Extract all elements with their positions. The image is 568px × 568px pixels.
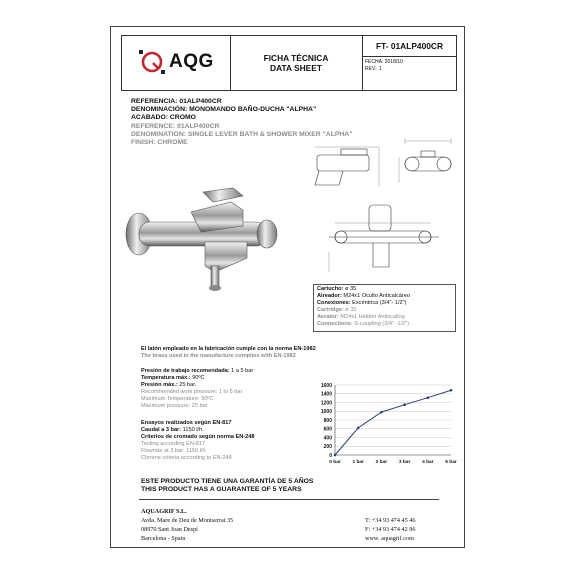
company-address: Avda. Mare de Deu de Montserrat 35 [141,517,234,524]
y-tick-label: 0 [329,452,332,459]
data-point [334,454,337,457]
brass-es: El latón empleado en la fabricación cumple con la norma EN-1982 [141,346,316,352]
spec-aireador: Aireador: M24x1 Oculto Anticalcáreo [317,292,410,299]
x-tick-label: 5 bar [445,460,457,465]
logo-mark-icon [138,49,166,75]
x-tick-label: 3 bar [398,460,411,465]
faucet-image [119,182,299,297]
denomination-en: DENOMINATION: SINGLE LEVER BATH & SHOWER MIXER "ALPHA" [131,130,353,138]
pressure-rec-es: Presión de trabajo recomendada: 1 a 5 bar [141,368,254,374]
data-point [357,427,360,430]
spec-conexiones: Conexiones: Excéntrica (3/4"- 1/2") [317,299,407,306]
footer-contact [365,516,415,543]
data-point [427,396,430,399]
flow-es: Caudal a 3 bar: 1150 l/h [141,426,203,433]
dimension-drawing [299,127,461,277]
reference-en: REFERENCE: 01ALP400CR [131,122,220,130]
series-line [335,390,451,455]
spec-cartridge: Cartridge: ø 35 [317,306,357,313]
chrome-es: Criterios de cromado según norma EN-248 [141,433,255,440]
pressure-rec-en: Recommended work pressure: 1 to 5 bar [141,388,243,395]
flow-chart [311,379,461,476]
reference-es: REFERENCIA: 01ALP400CR [131,98,222,105]
y-tick-label: 1600 [320,382,332,389]
x-tick-label: 2 bar [375,460,388,465]
guarantee-es: ESTE PRODUCTO TIENE UNA GARANTÍA DE 5 AÑOS [141,478,314,485]
y-tick-label: 200 [323,444,332,451]
footer-address [141,507,233,543]
pressure-max-en: Maximum pressure: 25 bar [141,402,208,409]
company-name: AQUAGRIF S.L. [141,508,187,515]
x-tick-label: 4 bar [422,460,434,465]
flow-en: Flowrate at 3 bar: 1150 l/h [141,447,206,454]
denomination-es: DENOMINACIÓN: MONOMANDO BAÑO-DUCHA "ALPHA" [131,106,317,114]
tests-info [141,420,254,461]
spec-aerator: Aerator: M24x1 Hidden Antiscaling [317,313,405,320]
temperature-en: Maximum Temperature: 90ºC [141,395,214,402]
chrome-en: Chrome criteria according to EN-248 [141,454,232,461]
tests-es: Ensayos realizados según EN-817 [141,420,232,426]
finish-en: FINISH: CHROME [131,139,188,147]
guarantee-en: THIS PRODUCT HAS A GUARANTEE OF 5 YEARS [141,486,302,494]
company-city: 08970 Sant Joan Despí [141,526,198,533]
data-point [403,403,406,406]
pressure-max-es: Presión máx.: 25 bar. [141,381,197,388]
tests-en: Testing according EN-817 [141,440,206,447]
y-tick-label: 600 [323,426,332,433]
footer-divider [139,499,439,500]
sheet-code: FT- 01ALP400CR [375,41,444,51]
spec-connections: Connections: S-coupling (3/4"- 1/2") [317,320,409,327]
y-tick-label: 400 [323,435,332,442]
company-fax: F: +34 93 474 42 96 [365,526,416,533]
temperature-es: Temperatura máx.: 90ºC [141,374,205,381]
guarantee [141,478,313,494]
brass-en: The brass used in the manufacture complies with EN-1982 [141,352,296,359]
data-sheet [110,26,465,548]
brand-name: AQG [169,51,214,72]
header-box [121,35,457,91]
product-photo [119,182,299,302]
data-point [380,411,383,414]
y-tick-label: 800 [323,417,332,424]
sheet-revision: REV.: 1 [365,66,382,72]
y-tick-label: 1200 [320,400,332,407]
pressure-info [141,368,253,409]
y-tick-label: 1000 [320,409,332,416]
technical-drawing [299,127,461,282]
spec-cartucho: Cartucho: ø 35 [317,286,357,292]
x-tick-label: 0 bar [329,460,341,465]
title-en: DATA SHEET [270,63,322,73]
y-tick-label: 1400 [320,391,332,398]
company-phone: T: +34 93 474 45 46 [365,517,416,524]
brass-note [141,346,316,360]
sheet-date: FECHA: 2018/10 [365,59,403,65]
flow-chart-svg [311,379,461,471]
brand-logo [138,49,166,80]
finish-es: ACABADO: CROMO [131,114,196,122]
company-web[interactable]: www. aquagrif.com [365,535,414,542]
spec-box [313,284,456,332]
x-tick-label: 1 bar [352,460,364,465]
data-point [450,389,453,392]
company-region: Barcelona - Spain [141,535,186,542]
title-es: FICHA TÉCNICA [263,53,329,63]
